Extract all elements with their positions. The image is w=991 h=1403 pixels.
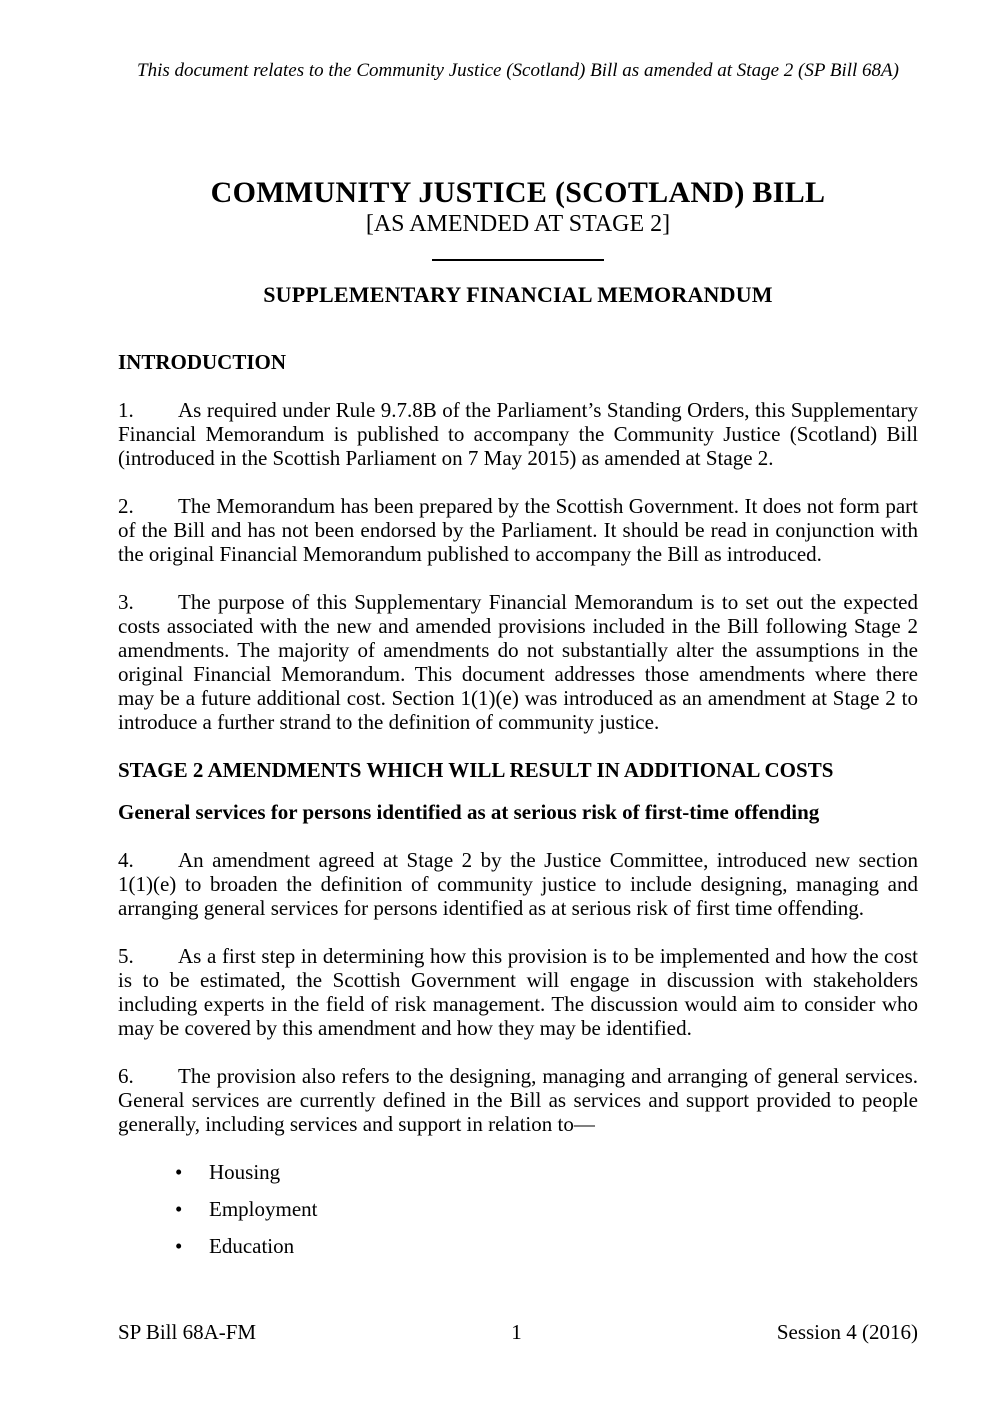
paragraph-text: The Memorandum has been prepared by the Scottish Government. It does not form part of the Bill and has not been endorsed by the Parliament. It should be read in conjunction with the original Financial Memorandum published to accompany the Bill as introduced. — [118, 494, 918, 566]
paragraph-2 — [118, 494, 918, 566]
section-heading-stage2-amendments: STAGE 2 AMENDMENTS WHICH WILL RESULT IN ADDITIONAL COSTS — [118, 758, 834, 782]
subsection-heading-general-services: General services for persons identified as at serious risk of first-time offending — [118, 800, 820, 824]
paragraph-text: As a first step in determining how this provision is to be implemented and how the cost is to be estimated, the Scottish Government will engage in discussion with stakeholders including experts in the field of risk management. The discussion would aim to consider who may be covered by this amendment and how they may be identified. — [118, 944, 918, 1040]
footer-page-number: 1 — [511, 1320, 522, 1344]
paragraph-4 — [118, 848, 918, 920]
paragraph-number: 6. — [118, 1064, 134, 1088]
paragraph-5 — [118, 944, 918, 1040]
bullet-icon: • — [175, 1197, 183, 1221]
paragraph-number: 2. — [118, 494, 134, 518]
paragraph-6 — [118, 1064, 918, 1136]
bullet-icon: • — [175, 1160, 183, 1184]
paragraph-number: 5. — [118, 944, 134, 968]
paragraph-text: The provision also refers to the designing, managing and arranging of general services. General services are currently defined in the Bill as services and support provided to people generally, including services and support in relation to— — [118, 1064, 918, 1136]
paragraph-text: An amendment agreed at Stage 2 by the Justice Committee, introduced new section 1(1)(e) to broaden the definition of community justice to include designing, managing and arranging general services for persons identified as at serious risk of first time offending. — [118, 848, 918, 920]
list-item-label: Education — [209, 1234, 295, 1258]
general-services-list — [118, 1160, 918, 1258]
paragraph-3 — [118, 590, 918, 734]
title-divider-rule — [432, 259, 604, 261]
footer-session: Session 4 (2016) — [776, 1320, 918, 1344]
paragraph-number: 3. — [118, 590, 134, 614]
paragraph-text: As required under Rule 9.7.8B of the Parliament’s Standing Orders, this Supplementary Financial Memorandum is published to accompany the Community Justice (Scotland) Bill (introduced in the Scottish Parliament on 7 May 2015) as amended at Stage 2. — [118, 398, 918, 470]
document-title: COMMUNITY JUSTICE (SCOTLAND) BILL — [210, 176, 826, 209]
paragraph-text: The purpose of this Supplementary Financial Memorandum is to set out the expected costs associated with the new and amended provisions included in the Bill following Stage 2 amendments. The majority of amendments do not substantially alter the assumptions in the original Financial Memorandum. This document addresses those amendments where there may be a future additional cost. Section 1(1)(e) was introduced as an amendment at Stage 2 to introduce a further strand to the definition of community justice. — [118, 590, 918, 734]
memorandum-heading: SUPPLEMENTARY FINANCIAL MEMORANDUM — [263, 282, 773, 307]
header-notice: This document relates to the Community Justice (Scotland) Bill as amended at Stage 2 (SP Bill 68A) — [137, 60, 899, 81]
list-item — [118, 1197, 918, 1221]
page-footer — [118, 1320, 918, 1344]
list-item — [118, 1160, 918, 1184]
list-item-label: Employment — [209, 1197, 318, 1221]
footer-bill-reference: SP Bill 68A-FM — [118, 1320, 257, 1344]
list-item — [118, 1234, 918, 1258]
document-subtitle: [AS AMENDED AT STAGE 2] — [365, 211, 671, 237]
list-item-label: Housing — [209, 1160, 281, 1184]
paragraph-number: 1. — [118, 398, 134, 422]
bullet-icon: • — [175, 1234, 183, 1258]
paragraph-1 — [118, 398, 918, 470]
paragraph-number: 4. — [118, 848, 134, 872]
section-heading-introduction: INTRODUCTION — [118, 350, 287, 374]
